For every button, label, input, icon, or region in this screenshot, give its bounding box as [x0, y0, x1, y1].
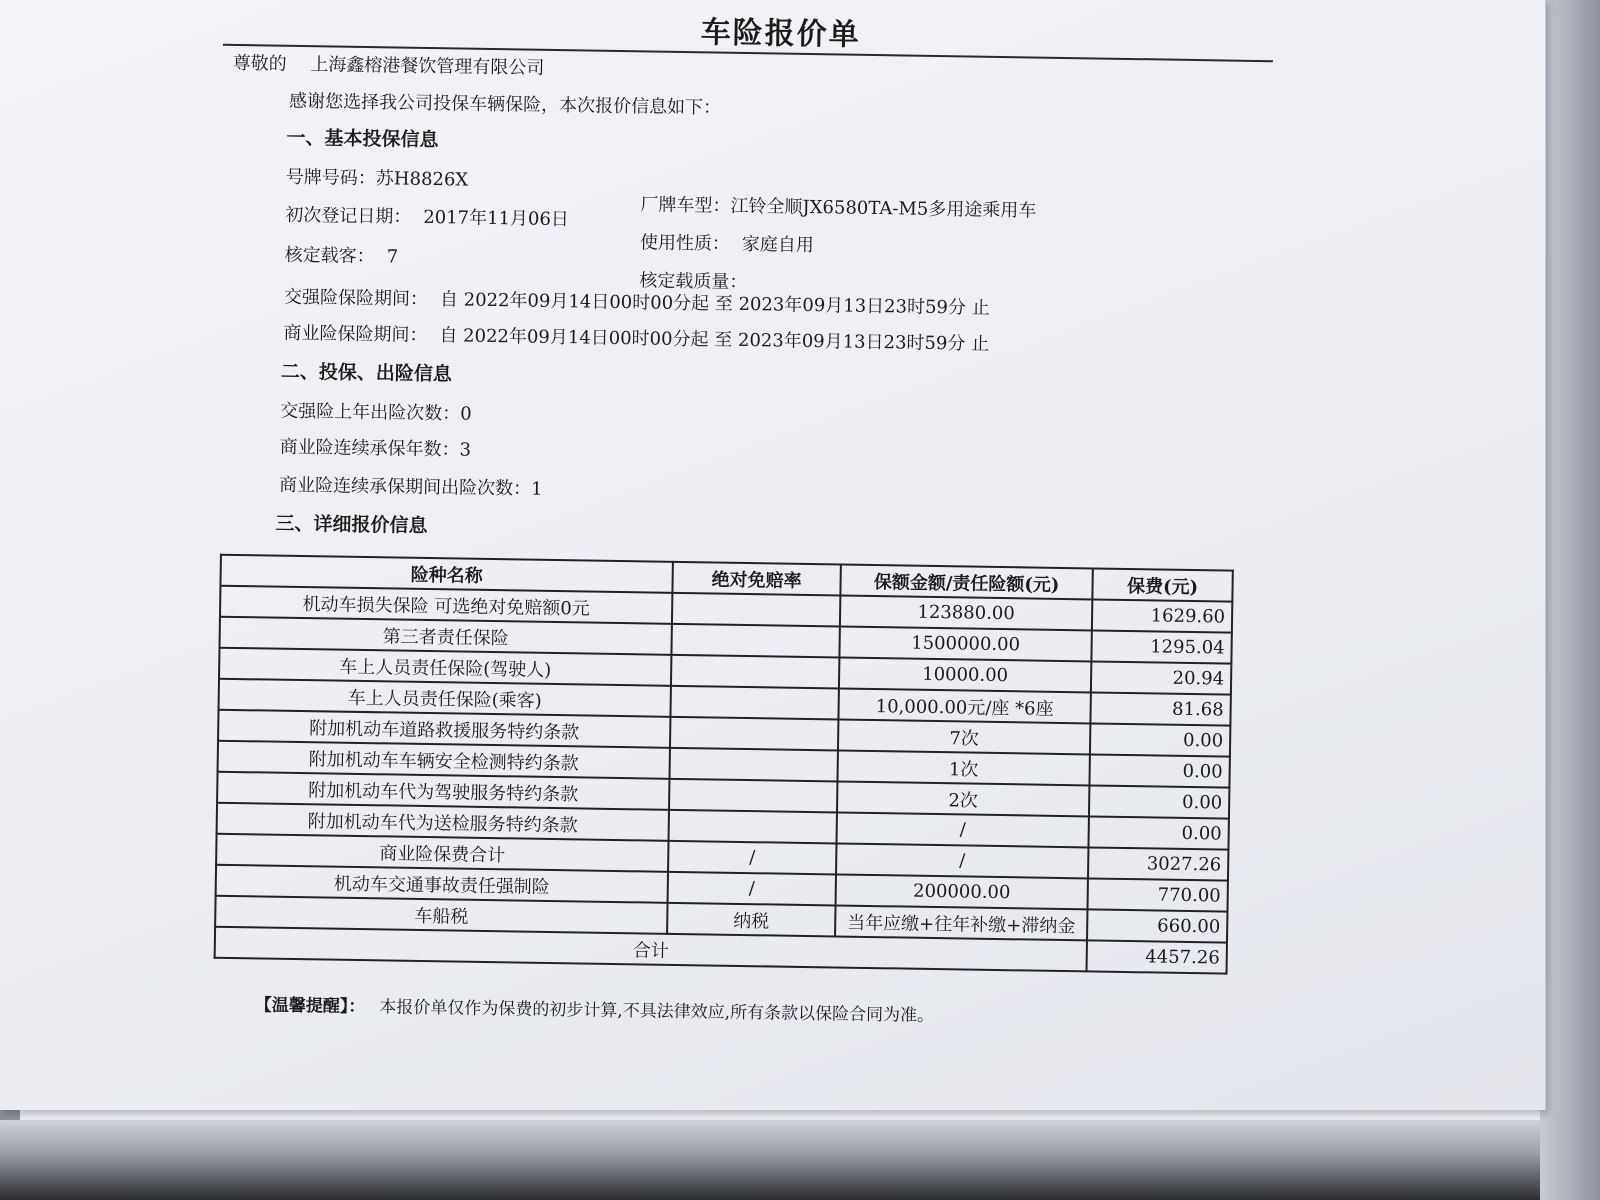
deductible-cell: 纳税	[667, 903, 835, 937]
premium-cell: 20.94	[1091, 661, 1231, 694]
coverage-name-cell: 机动车损失保险 可选绝对免赔额0元	[220, 586, 672, 624]
deductible-cell	[671, 655, 839, 689]
renewal-years-value: 3	[459, 439, 472, 461]
premium-cell: 660.00	[1087, 909, 1227, 942]
coverage-name-cell: 商业险保费合计	[216, 834, 668, 872]
deductible-cell	[669, 810, 837, 844]
section3-heading: 三、详细报价信息	[275, 512, 428, 538]
commercial-period-value: 自 2022年09月14日00时00分起 至 2023年09月13日23时59分 止	[439, 325, 990, 355]
insured-amount-cell: 2次	[837, 781, 1089, 816]
coverage-name-cell: 附加机动车代为驾驶服务特约条款	[217, 772, 669, 810]
claims-last-year	[280, 397, 472, 426]
deductible-cell: /	[668, 872, 836, 906]
coverage-name-cell: 附加机动车道路救援服务特约条款	[218, 710, 670, 748]
load-label: 核定载质量：	[639, 270, 748, 293]
desk-edge	[0, 1120, 1600, 1200]
seats-value: 7	[386, 246, 399, 268]
commercial-period-label: 商业险保险期间：	[283, 322, 428, 346]
deductible-cell	[669, 779, 837, 813]
reg-date-value: 2017年11月06日	[423, 206, 570, 231]
section1-heading: 一、基本投保信息	[286, 126, 439, 152]
header-premium: 保费(元)	[1092, 568, 1232, 601]
insured-amount-cell: 10,000.00元/座 *6座	[838, 688, 1090, 723]
insured-amount-cell: 200000.00	[836, 874, 1088, 909]
intro-text: 感谢您选择我公司投保车辆保险，本次报价信息如下：	[288, 90, 722, 119]
disclaimer	[255, 990, 935, 1026]
header-insured-amount: 保额金额/责任险额(元)	[840, 565, 1092, 600]
compulsory-period-label: 交强险保险期间：	[283, 286, 429, 310]
renewal-years	[279, 433, 471, 462]
renewal-claims	[279, 471, 543, 501]
total-label: 合计	[215, 927, 1087, 972]
insured-amount-cell: 当年应缴+往年补缴+滞纳金	[835, 905, 1087, 940]
coverage-name-cell: 车上人员责任保险(驾驶人)	[219, 648, 671, 686]
premium-cell: 81.68	[1090, 692, 1230, 725]
premium-cell: 1295.04	[1091, 630, 1231, 663]
premium-cell: 3027.26	[1088, 847, 1228, 880]
total-value: 4457.26	[1087, 940, 1227, 973]
usage-label: 使用性质：	[639, 232, 731, 255]
salutation	[232, 49, 544, 80]
deductible-cell	[669, 748, 837, 782]
premium-cell: 0.00	[1088, 816, 1228, 849]
insured-amount-cell: /	[836, 812, 1088, 847]
plate-label: 号牌号码：	[285, 166, 377, 190]
deductible-cell	[671, 624, 839, 658]
deductible-cell	[670, 686, 838, 720]
document-title: 车险报价单	[700, 15, 861, 53]
quote-table	[214, 554, 1234, 975]
renewal-claims-label: 商业险连续承保期间出险次数：	[278, 474, 532, 500]
customer-company: 上海鑫榕港餐饮管理有限公司	[310, 54, 545, 79]
claims-last-year-value: 0	[460, 403, 472, 425]
usage-value: 家庭自用	[741, 233, 815, 257]
salutation-prefix: 尊敬的	[232, 52, 287, 75]
disclaimer-tag: 【温馨提醒】：	[254, 995, 366, 1018]
vehicle-model	[640, 190, 1036, 222]
model-label: 厂牌车型：	[640, 194, 731, 217]
reg-date-label: 初次登记日期：	[285, 204, 412, 228]
header-deductible: 绝对免赔率	[672, 562, 840, 596]
premium-cell: 1629.60	[1092, 599, 1232, 632]
premium-cell: 0.00	[1090, 723, 1230, 756]
disclaimer-text: 本报价单仅作为保费的初步计算,不具法律效应,所有条款以保险合同为准。	[379, 997, 935, 1027]
renewal-years-label: 商业险连续承保年数：	[279, 436, 460, 461]
section2-heading: 二、投保、出险信息	[280, 360, 453, 386]
deductible-cell	[672, 593, 840, 627]
plate-value: 苏H8826X	[375, 168, 469, 191]
deductible-cell	[670, 717, 838, 751]
commercial-period	[283, 319, 989, 356]
insured-amount-cell: /	[836, 843, 1088, 878]
deductible-cell: /	[668, 841, 836, 875]
premium-cell: 770.00	[1087, 878, 1227, 911]
insured-amount-cell: 1500000.00	[839, 626, 1091, 661]
model-value: 江铃全顺JX6580TA-M5多用途乘用车	[730, 195, 1037, 222]
claims-last-year-label: 交强险上年出险次数：	[280, 400, 461, 425]
coverage-name-cell: 车上人员责任保险(乘客)	[219, 679, 671, 717]
insured-amount-cell: 1次	[837, 750, 1089, 785]
coverage-name-cell: 第三者责任保险	[219, 617, 671, 655]
header-coverage-name: 险种名称	[220, 555, 672, 593]
seats-label: 核定载客：	[284, 244, 375, 268]
renewal-claims-value: 1	[530, 478, 543, 500]
premium-cell: 0.00	[1089, 785, 1229, 818]
premium-cell: 0.00	[1089, 754, 1229, 787]
insured-amount-cell: 10000.00	[839, 657, 1091, 692]
insured-amount-cell: 7次	[838, 719, 1090, 754]
coverage-name-cell: 附加机动车代为送检服务特约条款	[217, 803, 669, 841]
compulsory-period-value: 自 2022年09月14日00时00分起 至 2023年09月13日23时59分 止	[439, 289, 990, 319]
compulsory-period	[284, 283, 990, 320]
coverage-name-cell: 附加机动车车辆安全检测特约条款	[218, 741, 670, 779]
usage-type	[640, 228, 814, 257]
passenger-capacity	[284, 241, 398, 269]
coverage-name-cell: 机动车交通事故责任强制险	[216, 865, 668, 903]
coverage-name-cell: 车船税	[215, 896, 667, 934]
insured-amount-cell: 123880.00	[840, 595, 1092, 630]
plate-number	[286, 163, 469, 192]
registration-date	[285, 201, 569, 231]
